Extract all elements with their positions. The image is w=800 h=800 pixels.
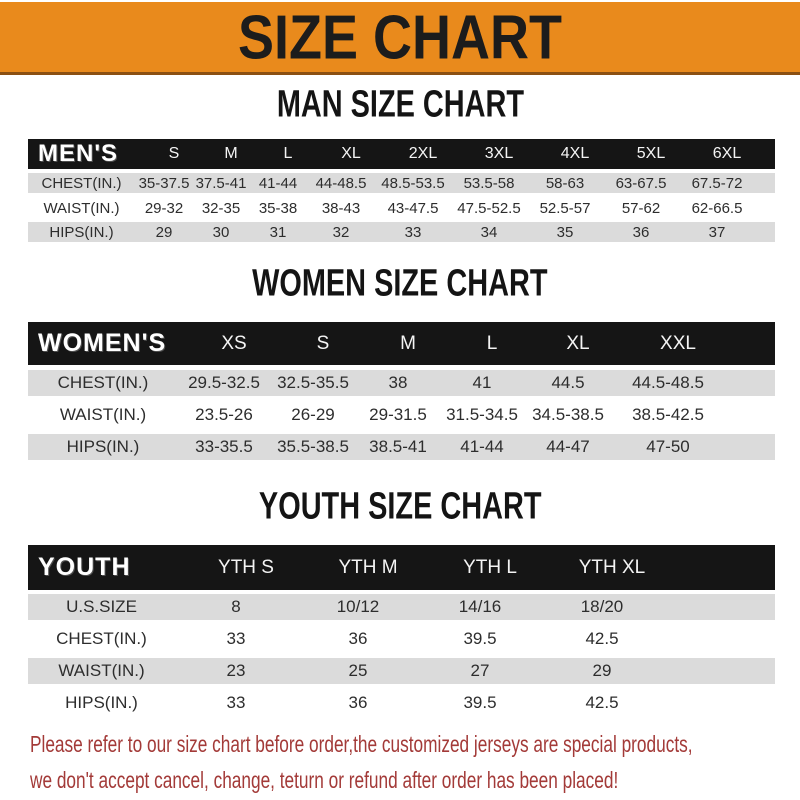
size-value: 31.5-34.5	[446, 405, 518, 424]
size-column-header: YTH XL	[578, 556, 646, 578]
row-label: CHEST(IN.)	[57, 373, 149, 392]
row-label: HIPS(IN.)	[66, 437, 140, 456]
footer-disclaimer	[30, 726, 800, 798]
size-value: 35-38	[258, 199, 298, 217]
row-label: CHEST(IN.)	[41, 174, 122, 192]
size-column-header: XL	[341, 145, 361, 162]
size-value: 41	[472, 373, 492, 392]
footer-line-1: Please refer to our size chart before order,the customized jerseys are special products,	[30, 731, 693, 757]
row-label: WAIST(IN.)	[59, 405, 147, 424]
size-value: 23	[226, 661, 246, 680]
size-value: 27	[470, 661, 490, 680]
row-label: HIPS(IN.)	[65, 693, 138, 712]
size-value: 44-47	[546, 437, 590, 456]
size-value: 36	[348, 693, 368, 712]
table-row	[28, 402, 775, 428]
size-value: 34	[480, 223, 498, 241]
size-column-header: L	[486, 332, 498, 354]
table-row	[28, 222, 775, 242]
size-value: 35-37.5	[138, 174, 190, 192]
size-column-header: 4XL	[560, 145, 590, 162]
size-value: 41-44	[258, 174, 298, 192]
size-value: 37.5-41	[195, 174, 247, 192]
size-value: 41-44	[460, 437, 504, 456]
women-section-heading-text: WOMEN SIZE CHART	[252, 261, 548, 305]
table-header-bar	[28, 545, 775, 590]
size-column-header: S	[168, 145, 180, 162]
size-column-header: YTH L	[463, 556, 517, 578]
table-row	[28, 626, 775, 652]
table-header-bar	[28, 322, 775, 365]
size-value: 33	[226, 693, 246, 712]
table-row	[28, 434, 775, 460]
size-column-header: M	[400, 332, 416, 354]
row-label: U.S.SIZE	[66, 597, 137, 616]
table-row	[28, 658, 775, 684]
size-value: 36	[348, 629, 368, 648]
row-label: WAIST(IN.)	[43, 199, 120, 217]
row-label: CHEST(IN.)	[56, 629, 147, 648]
size-column-header: 2XL	[408, 145, 438, 162]
size-value: 29-31.5	[369, 405, 427, 424]
size-value: 47-50	[646, 437, 690, 456]
size-value: 31	[269, 223, 287, 241]
size-value: 36	[632, 223, 650, 241]
size-value: 33	[226, 629, 246, 648]
table-row	[28, 690, 775, 716]
youth-section-heading-text: YOUTH SIZE CHART	[258, 484, 542, 528]
banner	[0, 2, 800, 75]
size-value: 33	[404, 223, 422, 241]
men-section-heading-text: MAN SIZE CHART	[276, 82, 524, 126]
size-column-header: 3XL	[484, 145, 514, 162]
size-value: 26-29	[291, 405, 335, 424]
size-value: 38-43	[321, 199, 361, 217]
size-column-header: 5XL	[636, 145, 666, 162]
table-row	[28, 370, 775, 396]
row-label: HIPS(IN.)	[49, 223, 114, 241]
size-value: 47.5-52.5	[457, 199, 521, 217]
size-value: 29	[155, 223, 173, 241]
size-value: 34.5-38.5	[532, 405, 604, 424]
size-value: 42.5	[585, 693, 619, 712]
size-value: 48.5-53.5	[381, 174, 445, 192]
women-size-table	[28, 322, 775, 460]
size-value: 25	[348, 661, 368, 680]
size-column-header: XL	[566, 332, 590, 354]
size-value: 32.5-35.5	[277, 373, 349, 392]
size-value: 38.5-42.5	[632, 405, 704, 424]
size-value: 42.5	[585, 629, 619, 648]
table-corner-label: MEN'S	[38, 140, 119, 167]
size-value: 67.5-72	[691, 174, 743, 192]
size-value: 18/20	[580, 597, 624, 616]
row-label: WAIST(IN.)	[58, 661, 145, 680]
size-value: 30	[212, 223, 230, 241]
size-value: 29.5-32.5	[188, 373, 260, 392]
table-corner-label: YOUTH	[38, 553, 131, 581]
size-value: 57-62	[621, 199, 661, 217]
footer-line-2: we don't accept cancel, change, teturn or refund after order has been placed!	[30, 767, 619, 793]
banner-title: SIZE CHART	[238, 2, 562, 72]
size-value: 63-67.5	[615, 174, 667, 192]
youth-section-heading	[0, 484, 800, 528]
size-value: 10/12	[336, 597, 380, 616]
size-value: 29	[592, 661, 612, 680]
size-column-header: S	[316, 332, 330, 354]
size-value: 52.5-57	[539, 199, 591, 217]
youth-size-table	[28, 545, 775, 716]
size-value: 44-48.5	[315, 174, 367, 192]
men-section-heading	[0, 82, 800, 126]
size-column-header: XXL	[660, 332, 696, 354]
size-value: 29-32	[144, 199, 184, 217]
size-value: 43-47.5	[387, 199, 439, 217]
table-row	[28, 594, 775, 620]
table-row	[28, 198, 775, 218]
size-value: 62-66.5	[691, 199, 743, 217]
size-value: 38	[388, 373, 408, 392]
size-value: 35.5-38.5	[277, 437, 349, 456]
size-value: 14/16	[458, 597, 502, 616]
size-value: 44.5	[551, 373, 585, 392]
size-value: 33-35.5	[195, 437, 253, 456]
size-value: 39.5	[463, 629, 497, 648]
size-column-header: YTH S	[218, 556, 274, 578]
size-column-header: 6XL	[712, 145, 742, 162]
size-column-header: XS	[221, 332, 247, 354]
size-value: 23.5-26	[195, 405, 253, 424]
size-value: 39.5	[463, 693, 497, 712]
size-value: 44.5-48.5	[632, 373, 704, 392]
size-value: 32-35	[201, 199, 241, 217]
women-section-heading	[0, 261, 800, 305]
size-value: 58-63	[545, 174, 585, 192]
table-corner-label: WOMEN'S	[38, 329, 167, 357]
size-column-header: L	[283, 145, 293, 162]
size-value: 38.5-41	[369, 437, 427, 456]
size-value: 8	[231, 597, 241, 616]
size-value: 32	[332, 223, 350, 241]
table-header-bar	[28, 139, 775, 169]
men-size-table	[28, 139, 775, 242]
size-value: 35	[556, 223, 574, 241]
size-column-header: M	[224, 145, 238, 162]
size-value: 53.5-58	[463, 174, 515, 192]
size-value: 37	[708, 223, 726, 241]
size-column-header: YTH M	[338, 556, 398, 578]
table-row	[28, 173, 775, 193]
